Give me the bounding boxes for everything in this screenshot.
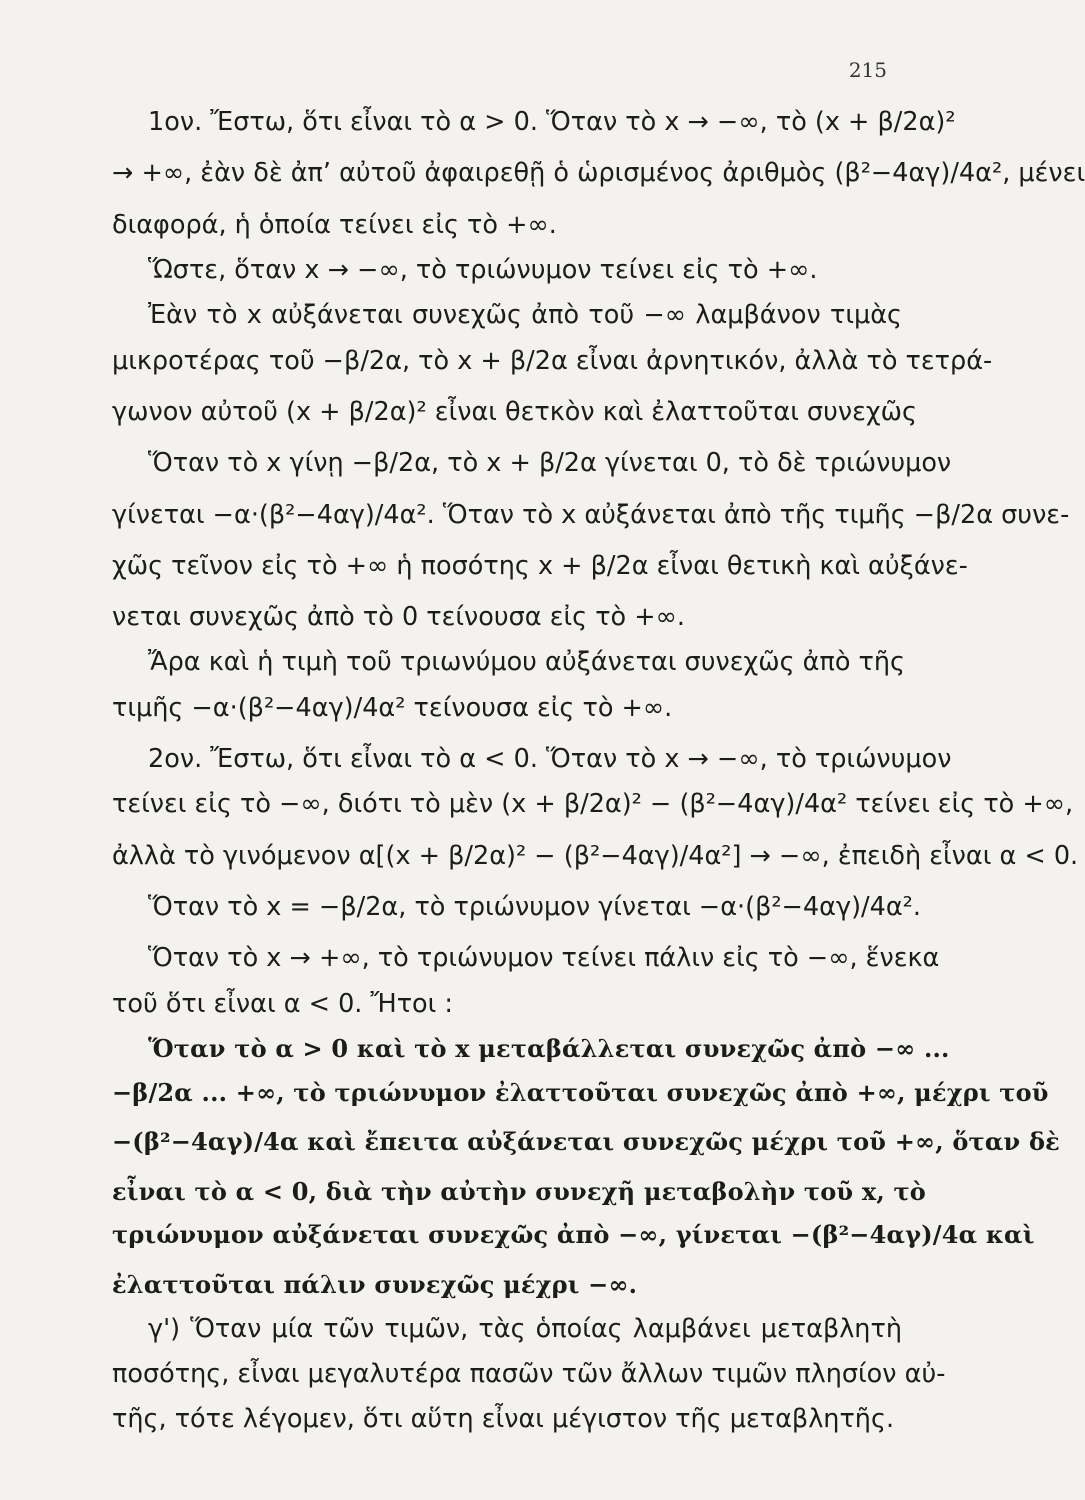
text-line: τείνει εἰς τὸ −∞, διότι τὸ μὲν (x + β/2α)² − (β²−4αγ)/4α² τείνει εἰς τὸ +∞,: [112, 789, 1074, 820]
text-line: ποσότης, εἶναι μεγαλυτέρα πασῶν τῶν ἄλλων τιμῶν πλησίον αὐ-: [112, 1358, 946, 1389]
text-line: Ὥστε, ὅταν x → −∞, τὸ τριώνυμον τείνει εἰς τὸ +∞.: [148, 254, 818, 285]
text-line: τοῦ ὅτι εἶναι α < 0. Ἤτοι :: [112, 988, 453, 1019]
text-line: τῆς, τότε λέγομεν, ὅτι αὕτη εἶναι μέγιστον τῆς μεταβλητῆς.: [112, 1404, 895, 1435]
text-line-bold: −β/2α ... +∞, τὸ τριώνυμον ἐλαττοῦται συνεχῶς ἀπὸ +∞, μέχρι τοῦ: [112, 1077, 1049, 1107]
text-line: Ἐὰν τὸ x αὐξάνεται συνεχῶς ἀπὸ τοῦ −∞ λαμβάνον τιμὰς: [148, 300, 902, 331]
text-line: Ὅταν τὸ x → +∞, τὸ τριώνυμον τείνει πάλιν εἰς τὸ −∞, ἕνεκα: [148, 943, 940, 974]
text-line: → +∞, ἐὰν δὲ ἀπ’ αὐτοῦ ἀφαιρεθῇ ὁ ὡρισμένος ἀριθμὸς (β²−4αγ)/4α², μένει: [112, 158, 1085, 189]
text-line: 2ον. Ἔστω, ὅτι εἶναι τὸ α < 0. Ὅταν τὸ x → −∞, τὸ τριώνυμον: [148, 744, 952, 775]
text-line: γ') Ὅταν μία τῶν τιμῶν, τὰς ὁποίας λαμβάνει μεταβλητὴ: [148, 1313, 902, 1344]
text-line: 1ον. Ἔστω, ὅτι εἶναι τὸ α > 0. Ὅταν τὸ x → −∞, τὸ (x + β/2α)²: [148, 107, 956, 137]
text-line-bold: −(β²−4αγ)/4α καὶ ἔπειτα αὐξάνεται συνεχῶς μέχρι τοῦ +∞, ὅταν δὲ: [112, 1127, 1060, 1157]
text-line: νεται συνεχῶς ἀπὸ τὸ 0 τείνουσα εἰς τὸ +∞.: [112, 602, 685, 633]
text-line-bold: Ὅταν τὸ α > 0 καὶ τὸ x μεταβάλλεται συνεχῶς ἀπὸ −∞ ...: [148, 1033, 950, 1063]
text-line: Ἄρα καὶ ἡ τιμὴ τοῦ τριωνύμου αὐξάνεται συνεχῶς ἀπὸ τῆς: [148, 647, 906, 678]
text-line: Ὅταν τὸ x = −β/2α, τὸ τριώνυμον γίνεται −α·(β²−4αγ)/4α².: [148, 892, 921, 922]
text-line-bold: τριώνυμον αὐξάνεται συνεχῶς ἀπὸ −∞, γίνεται −(β²−4αγ)/4α καὶ: [112, 1220, 1035, 1250]
text-line-bold: ἐλαττοῦται πάλιν συνεχῶς μέχρι −∞.: [112, 1269, 638, 1299]
text-line: ἀλλὰ τὸ γινόμενον α[(x + β/2α)² − (β²−4αγ)/4α²] → −∞, ἐπειδὴ εἶναι α < 0.: [112, 840, 1079, 871]
text-line: γίνεται −α·(β²−4αγ)/4α². Ὅταν τὸ x αὐξάνεται ἀπὸ τῆς τιμῆς −β/2α συνε-: [112, 499, 1070, 530]
text-line-bold: εἶναι τὸ α < 0, διὰ τὴν αὐτὴν συνεχῆ μεταβολὴν τοῦ x, τὸ: [112, 1176, 927, 1206]
text-line: χῶς τεῖνον εἰς τὸ +∞ ἡ ποσότης x + β/2α εἶναι θετικὴ καὶ αὐξάνε-: [112, 550, 968, 581]
text-line: διαφορά, ἡ ὁποία τείνει εἰς τὸ +∞.: [112, 209, 557, 240]
text-line: Ὅταν τὸ x γίνῃ −β/2α, τὸ x + β/2α γίνεται 0, τὸ δὲ τριώνυμον: [148, 448, 952, 479]
text-body: [112, 102, 1085, 1450]
text-line: τιμῆς −α·(β²−4αγ)/4α² τείνουσα εἰς τὸ +∞.: [112, 692, 673, 723]
text-line: μικροτέρας τοῦ −β/2α, τὸ x + β/2α εἶναι ἀρνητικόν, ἀλλὰ τὸ τετρά-: [112, 345, 993, 376]
page-number: 215: [848, 58, 887, 82]
text-line: γωνον αὐτοῦ (x + β/2α)² εἶναι θετκὸν καὶ ἐλαττοῦται συνεχῶς: [112, 396, 917, 427]
